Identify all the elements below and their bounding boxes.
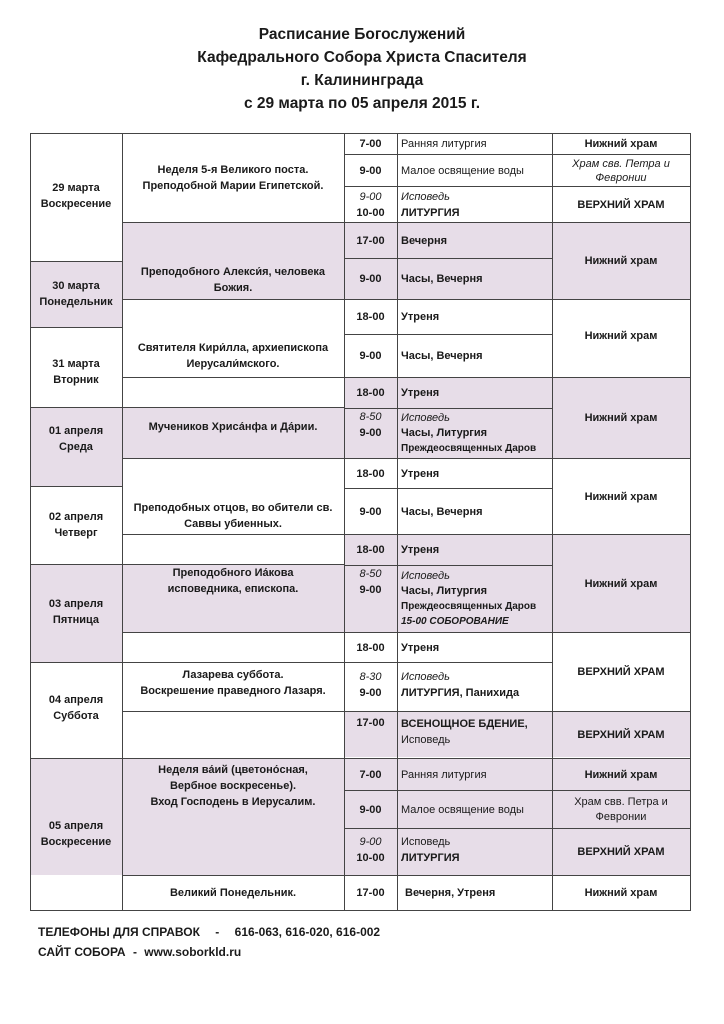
site-separator: - (132, 945, 137, 959)
header-line-1: Расписание Богослужений (258, 26, 466, 43)
day-weekday: Понедельник (39, 296, 113, 308)
feast-cell (122, 338, 344, 374)
place-cell: Нижний храм (584, 577, 658, 590)
service-cell: Часы, Вечерня (401, 273, 483, 285)
time-cell: 9-00 (359, 505, 382, 518)
place-cell (552, 155, 690, 186)
service-cell (401, 833, 551, 867)
day-date: 31 марта (52, 358, 100, 370)
service-cell: Утреня (401, 311, 440, 323)
feast-line: Иерусали́мского. (186, 358, 280, 370)
feast-cell (122, 498, 344, 534)
feast-line: Преподобной Марии Египетской. (142, 180, 324, 192)
phones-separator: - (215, 925, 220, 939)
service-cell: Утреня (401, 641, 440, 654)
service-cell: Ранняя литургия (401, 138, 487, 150)
day-cell (30, 595, 122, 629)
day-date: 02 апреля (48, 511, 104, 523)
day-weekday: Четверг (54, 527, 98, 539)
phones-line (38, 925, 380, 939)
place-cell: ВЕРХНИЙ ХРАМ (577, 666, 665, 678)
time-cell: 18-00 (356, 311, 385, 323)
time-cell: 17-00 (356, 887, 385, 899)
feast-cell (122, 563, 344, 599)
service-line: 15-00 СОБОРОВАНИЕ (401, 615, 509, 627)
feast-line: Великий Понедельник. (169, 887, 297, 899)
time-line: 10-00 (356, 852, 385, 864)
time-cell: 18-00 (356, 544, 385, 556)
time-cell: 17-00 (356, 717, 385, 729)
service-line: Преждеосвященных Даров (401, 600, 537, 612)
service-line: Преждеосвященных Даров (401, 442, 537, 454)
time-line: 10-00 (356, 206, 385, 219)
place-cell: Нижний храм (584, 255, 658, 267)
time-line: 9-00 (359, 687, 382, 699)
service-line: Исповедь (401, 411, 450, 424)
time-cell: 7-00 (359, 138, 382, 150)
site-link[interactable]: www.soborkld.ru (144, 945, 242, 959)
place-cell: Нижний храм (584, 412, 658, 424)
site-line (38, 945, 241, 959)
service-cell: Ранняя литургия (401, 768, 487, 781)
feast-cell (122, 760, 344, 812)
header-line-3: г. Калининграда (300, 72, 424, 89)
feast-line: Лазарева суббота. (182, 669, 284, 681)
feast-line: Преподобного Иа́кова (172, 567, 294, 579)
feast-line: Воскрешение праведного Лазаря. (140, 685, 326, 697)
time-cell: 9-00 (359, 273, 382, 285)
feast-line: Вербное воскресенье). (169, 780, 297, 792)
service-line: ЛИТУРГИЯ, Панихида (401, 687, 520, 699)
service-line: Исповедь (401, 671, 450, 683)
day-date: 29 марта (52, 182, 100, 194)
place-cell: Нижний храм (584, 768, 658, 781)
day-weekday: Воскресение (40, 198, 112, 210)
place-cell: Нижний храм (584, 490, 658, 503)
place-cell: Нижний храм (584, 138, 658, 150)
day-date: 04 апреля (48, 694, 104, 706)
service-cell: Утреня (401, 467, 440, 480)
place-line: Февронии (595, 810, 647, 823)
feast-cell (122, 160, 344, 196)
time-line: 9-00 (359, 584, 382, 596)
day-cell (30, 817, 122, 851)
service-line: Часы, Литургия (401, 584, 488, 597)
service-line: Исповедь (401, 836, 451, 848)
place-line: Февронии (595, 171, 647, 184)
service-cell: Утреня (401, 544, 440, 556)
day-weekday: Суббота (53, 710, 99, 722)
time-line: 8-50 (359, 568, 382, 580)
day-cell (30, 355, 122, 389)
time-cell: 9-00 (359, 164, 382, 177)
day-weekday: Воскресение (40, 836, 112, 848)
feast-cell (122, 876, 344, 910)
header-line-2: Кафедрального Собора Христа Спасителя (197, 49, 527, 66)
feast-line: Вход Господень в Иерусалим. (150, 796, 316, 808)
feast-line: Мучеников Хриса́нфа и Да́рии. (148, 421, 318, 433)
feast-cell (122, 665, 344, 701)
time-line: 8-50 (359, 411, 382, 423)
feast-line: Преподобных отцов, во обители св. (133, 502, 333, 514)
time-cell: 17-00 (356, 234, 385, 247)
service-cell: Часы, Вечерня (401, 350, 483, 362)
phones-label: ТЕЛЕФОНЫ ДЛЯ СПРАВОК (38, 925, 200, 939)
time-cell (344, 565, 397, 599)
time-cell: 18-00 (356, 467, 385, 480)
time-cell (344, 833, 397, 867)
day-weekday: Среда (59, 441, 93, 453)
service-cell (401, 187, 551, 222)
time-line: 9-00 (359, 836, 382, 848)
feast-cell (122, 262, 344, 298)
service-cell: Вечерня (401, 234, 448, 247)
place-cell: Нижний храм (584, 887, 658, 899)
day-date: 30 марта (52, 280, 100, 292)
feast-line: Саввы убиенных. (184, 518, 282, 530)
site-label: САЙТ СОБОРА (38, 945, 126, 959)
place-line: Храм свв. Петра и (572, 157, 670, 170)
day-cell (30, 179, 122, 213)
feast-line: Божия. (213, 282, 253, 294)
place-cell: ВЕРХНИЙ ХРАМ (577, 729, 665, 741)
time-cell: 7-00 (359, 768, 382, 781)
place-cell: ВЕРХНИЙ ХРАМ (577, 846, 665, 858)
time-line: 8-30 (359, 671, 382, 683)
header-line-4: с 29 марта по 05 апреля 2015 г. (243, 95, 481, 112)
day-weekday: Пятница (52, 614, 100, 626)
service-line: ЛИТУРГИЯ (401, 852, 460, 864)
time-cell: 9-00 (359, 350, 382, 362)
service-line: ЛИТУРГИЯ (401, 206, 460, 219)
time-cell (344, 408, 397, 442)
service-cell (401, 668, 551, 702)
day-weekday: Вторник (53, 374, 99, 386)
day-date: 03 апреля (48, 598, 104, 610)
place-cell (552, 791, 690, 828)
feast-line: исповедника, епископа. (167, 583, 299, 595)
feast-cell (122, 418, 344, 436)
time-line: 9-00 (359, 190, 382, 203)
service-cell: Малое освящение воды (401, 164, 524, 177)
day-cell (30, 277, 122, 311)
day-cell (30, 508, 122, 542)
time-cell: 18-00 (356, 387, 385, 399)
service-line: Исповедь (401, 734, 451, 746)
feast-line: Преподобного Алекси́я, человека (140, 266, 326, 278)
service-cell: Утреня (401, 387, 440, 399)
time-cell (344, 668, 397, 702)
phones-numbers: 616-063, 616-020, 616-002 (234, 925, 381, 939)
place-cell: ВЕРХНИЙ ХРАМ (577, 198, 665, 211)
feast-line: Неделя ва́ий (цветоно́сная, (158, 764, 308, 776)
feast-line: Святителя Кири́лла, архиепископа (137, 342, 329, 354)
service-cell: Часы, Вечерня (401, 505, 483, 518)
place-line: Храм свв. Петра и (574, 795, 668, 808)
service-line: Часы, Литургия (401, 426, 488, 439)
service-line: ВСЕНОЩНОЕ БДЕНИЕ, (401, 718, 528, 730)
service-cell (401, 408, 551, 458)
time-cell: 18-00 (356, 641, 385, 654)
day-cell (30, 422, 122, 456)
place-cell: Нижний храм (584, 329, 658, 342)
service-cell (401, 714, 551, 750)
feast-line: Неделя 5-я Великого поста. (157, 164, 309, 176)
service-cell: Малое освящение воды (401, 803, 524, 816)
day-date: 05 апреля (48, 820, 104, 832)
service-cell (401, 565, 551, 632)
day-cell (30, 691, 122, 725)
service-line: Исповедь (401, 569, 450, 582)
day-date: 01 апреля (48, 425, 104, 437)
time-cell: 9-00 (359, 803, 382, 816)
time-line: 9-00 (359, 427, 382, 439)
time-cell (344, 187, 397, 222)
service-cell: Вечерня, Утреня (405, 887, 496, 899)
service-line: Исповедь (401, 190, 450, 203)
